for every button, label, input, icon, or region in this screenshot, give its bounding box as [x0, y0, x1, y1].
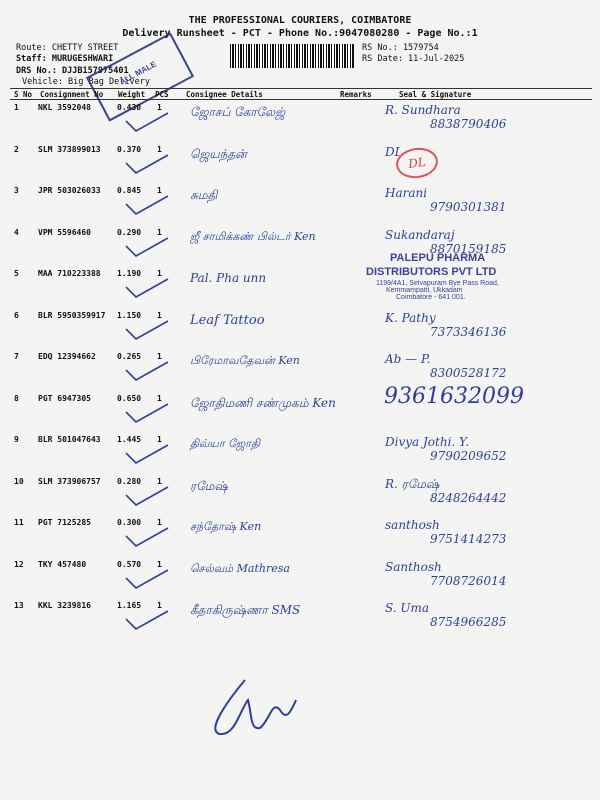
table-row — [0, 518, 600, 558]
recipient-phone: 7373346136 — [430, 325, 507, 339]
route: Route: CHETTY STREET — [16, 43, 119, 53]
drs-number: DRS No.: DJJB157975401 — [16, 66, 129, 76]
consignee-handwriting: பிரேமாவதேவன் Ken — [190, 354, 300, 367]
table-row — [0, 601, 600, 641]
sno-cell: 10 — [14, 477, 24, 486]
pcs-cell: 1 — [157, 477, 162, 486]
recipient-phone: 9790209652 — [430, 449, 507, 463]
weight-cell: 1.150 — [117, 311, 142, 320]
pharma-line2: DISTRIBUTORS PVT LTD — [366, 266, 497, 278]
pcs-cell: 1 — [157, 352, 162, 361]
table-row — [0, 145, 600, 185]
weight-cell: 0.300 — [117, 518, 142, 527]
pharma-stamp — [366, 252, 576, 322]
sno-cell: 2 — [14, 145, 19, 154]
pharma-name: PALEPU PHARMA — [390, 252, 486, 264]
sno-cell: 11 — [14, 518, 24, 527]
footer-signature-scribble — [200, 670, 320, 740]
weight-cell: 0.290 — [117, 228, 142, 237]
recipient-phone: 7708726014 — [430, 574, 507, 588]
recipient-phone: 9790301381 — [430, 200, 507, 214]
col-consignment: Consignment No — [40, 90, 104, 99]
table-row — [0, 477, 600, 517]
recipient-phone: 8248264442 — [430, 491, 507, 505]
pcs-cell: 1 — [157, 518, 162, 527]
consignment-cell: SLM 373906757 — [38, 477, 101, 486]
consignment-cell: MAA 710223388 — [38, 269, 101, 278]
pcs-cell: 1 — [157, 228, 162, 237]
recipient-signature: DL — [385, 145, 403, 159]
consignee-handwriting: ஜோசப் கோலேஜ் — [190, 105, 286, 119]
consignment-cell: VPM 5596460 — [38, 228, 91, 237]
pcs-cell: 1 — [157, 394, 162, 403]
sno-cell: 6 — [14, 311, 19, 320]
consignment-cell: SLM 373899013 — [38, 145, 101, 154]
consignment-cell: NKL 3592048 — [38, 103, 91, 112]
consignment-cell: PGT 6947305 — [38, 394, 91, 403]
consignment-cell: TKY 457480 — [38, 560, 87, 569]
consignee-handwriting: செல்வம் Mathresa — [190, 562, 290, 575]
col-weight: Weight — [118, 90, 146, 99]
recipient-signature: Sukandaraj — [385, 228, 455, 242]
weight-cell: 1.445 — [117, 435, 142, 444]
sno-cell: 5 — [14, 269, 19, 278]
pcs-cell: 1 — [157, 435, 162, 444]
recipient-signature: Santhosh — [385, 560, 442, 574]
table-row — [0, 560, 600, 600]
pcs-cell: 1 — [157, 311, 162, 320]
weight-cell: 0.570 — [117, 560, 142, 569]
consignment-cell: JPR 503026033 — [38, 186, 101, 195]
recipient-signature: S. Uma — [385, 601, 430, 615]
consignee-handwriting: ஜீ சாமிக்கண் பில்டர் Ken — [190, 230, 316, 243]
col-sno: S No — [14, 90, 33, 99]
header-rule-bottom — [10, 99, 592, 100]
tick-mark — [122, 317, 172, 345]
weight-cell: 0.280 — [117, 477, 142, 486]
consignment-cell: PGT 7125285 — [38, 518, 91, 527]
sno-cell: 13 — [14, 601, 24, 610]
pcs-cell: 1 — [157, 103, 162, 112]
consignee-handwriting: கீதாகிருஷ்ணா SMS — [190, 603, 301, 617]
tick-mark — [122, 358, 172, 386]
recipient-phone: 8300528172 — [430, 366, 507, 380]
weight-cell: 0.650 — [117, 394, 142, 403]
consignment-cell: EDQ 12394662 — [38, 352, 96, 361]
recipient-phone: 9361632099 — [384, 384, 524, 409]
recipient-signature: Divya Jothi. Y. — [385, 435, 470, 449]
barcode — [230, 44, 354, 68]
table-row — [0, 384, 600, 434]
dl-stamp: DL — [394, 145, 440, 181]
pcs-cell: 1 — [157, 269, 162, 278]
consignee-handwriting: ஜெயந்தன் — [190, 147, 247, 161]
weight-cell: 1.165 — [117, 601, 142, 610]
table-row — [0, 435, 600, 475]
recipient-phone: 9751414273 — [430, 532, 507, 546]
recipient-phone: 8870159185 — [430, 242, 507, 256]
staff: Staff: MURUGESHWARI — [16, 54, 114, 64]
recipient-signature: R. ரமேஷ் — [385, 477, 440, 491]
sno-cell: 9 — [14, 435, 19, 444]
weight-cell: 0.845 — [117, 186, 142, 195]
pcs-cell: 1 — [157, 601, 162, 610]
rs-number: RS No.: 1579754 — [362, 43, 439, 53]
tick-mark — [122, 192, 172, 220]
company-name: THE PROFESSIONAL COURIERS, COIMBATORE — [188, 15, 412, 26]
consignment-cell: BLR 5950359917 — [38, 311, 106, 320]
sno-cell: 1 — [14, 103, 19, 112]
weight-cell: 1.190 — [117, 269, 142, 278]
tick-mark — [122, 441, 172, 469]
recipient-signature: Harani — [385, 186, 428, 200]
tick-mark — [122, 275, 172, 303]
consignee-handwriting: ஜோதிமணி சண்முகம் Ken — [190, 396, 336, 410]
col-seal-signature: Seal & Signature — [399, 90, 472, 99]
col-consignee: Consignee Details — [186, 90, 263, 99]
recipient-signature: K. Pathy — [385, 311, 436, 325]
sno-cell: 7 — [14, 352, 19, 361]
vehicle: Vehicle: Big Bag Delivery — [22, 77, 150, 87]
recipient-signature: santhosh — [385, 518, 440, 532]
sno-cell: 3 — [14, 186, 19, 195]
tick-mark — [122, 524, 172, 552]
sno-cell: 4 — [14, 228, 19, 237]
pcs-cell: 1 — [157, 186, 162, 195]
tick-mark — [122, 566, 172, 594]
weight-cell: 0.265 — [117, 352, 142, 361]
col-remarks: Remarks — [340, 90, 372, 99]
consignee-handwriting: சந்தோஷ் Ken — [190, 520, 262, 533]
col-pcs: PCS — [155, 90, 169, 99]
pcs-cell: 1 — [157, 560, 162, 569]
delivery-stamp: ALL MALE — [86, 32, 194, 121]
pharma-address-1: 1199/4A1, Selvapuram Bye Pass Road, — [376, 280, 499, 287]
pharma-address-2: Kemmampatti, Ukkadam — [386, 287, 463, 294]
tick-mark — [122, 109, 172, 137]
consignee-handwriting: Leaf Tattoo — [190, 313, 265, 328]
consignment-cell: KKL 3239816 — [38, 601, 91, 610]
tick-mark — [122, 400, 172, 428]
consignment-cell: BLR 501047643 — [38, 435, 101, 444]
pcs-cell: 1 — [157, 145, 162, 154]
consignee-handwriting: திவ்யா ஜோதி — [190, 437, 260, 450]
tick-mark — [122, 151, 172, 179]
tick-mark — [122, 483, 172, 511]
pharma-address-3: Coimbatore - 641 001. — [396, 294, 466, 301]
runsheet-subtitle: Delivery Runsheet - PCT - Phone No.:9047080280 - Page No.:1 — [122, 28, 478, 39]
table-row — [0, 186, 600, 226]
recipient-phone: 8838790406 — [430, 117, 507, 131]
rs-date: RS Date: 11-Jul-2025 — [362, 54, 465, 64]
sno-cell: 8 — [14, 394, 19, 403]
consignee-handwriting: ரமேஷ் — [190, 479, 228, 493]
weight-cell: 0.370 — [117, 145, 142, 154]
recipient-signature: Ab — P. — [385, 352, 431, 366]
tick-mark — [122, 234, 172, 262]
sno-cell: 12 — [14, 560, 24, 569]
tick-mark — [122, 607, 172, 635]
weight-cell: 0.430 — [117, 103, 142, 112]
recipient-phone: 8754966285 — [430, 615, 507, 629]
recipient-signature: R. Sundhara — [385, 103, 461, 117]
table-row — [0, 103, 600, 143]
header-rule-top — [10, 88, 592, 89]
consignee-handwriting: சுமதி — [190, 188, 218, 202]
consignee-handwriting: Pal. Pha unn — [190, 271, 267, 285]
